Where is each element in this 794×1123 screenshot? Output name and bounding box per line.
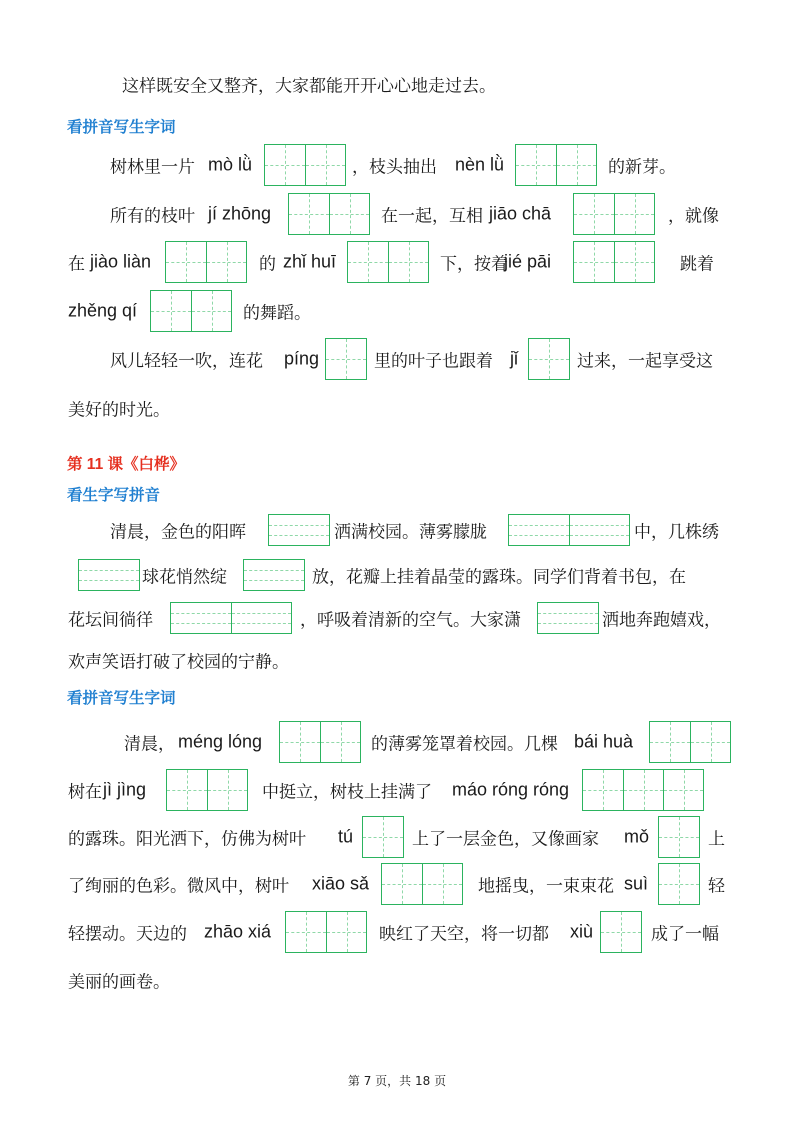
- sentence-text: 下，按着: [440, 254, 508, 275]
- writing-box[interactable]: [582, 769, 704, 811]
- pinyin-box[interactable]: [268, 514, 330, 546]
- pinyin-prompt: píng: [284, 348, 320, 369]
- sentence-text: 洒满校园。薄雾朦胧: [334, 522, 487, 543]
- sentence-text: 球花悄然绽: [142, 567, 227, 588]
- sentence-text: 上: [708, 829, 725, 850]
- sentence-text: 了绚丽的色彩。微风中，树叶: [68, 876, 289, 897]
- pinyin-prompt: méng lóng: [178, 731, 263, 752]
- sentence-text: 风儿轻轻一吹，连花: [110, 351, 263, 372]
- text-line: [0, 768, 794, 812]
- pinyin-prompt: tú: [338, 826, 354, 847]
- page-number: 第 7 页，共 18 页: [347, 1074, 447, 1088]
- sentence-text: ，呼吸着清新的空气。大家潇: [300, 610, 521, 631]
- sentence-text: ，枝头抽出: [352, 157, 437, 178]
- writing-box[interactable]: [362, 816, 404, 858]
- sentence-text: 的舞蹈。: [243, 303, 311, 324]
- pinyin-prompt: mò lǜ: [208, 154, 253, 175]
- pinyin-prompt: xiù: [570, 921, 594, 942]
- writing-box[interactable]: [288, 193, 370, 235]
- pinyin-box[interactable]: [508, 514, 630, 546]
- writing-box[interactable]: [381, 863, 463, 905]
- text-line: [0, 862, 794, 906]
- text-line: [0, 553, 794, 597]
- sentence-text: 轻摆动。天边的: [68, 924, 187, 945]
- pinyin-prompt: jí zhōng: [208, 203, 272, 224]
- sentence-text: 所有的枝叶: [110, 206, 195, 227]
- writing-box[interactable]: [165, 241, 247, 283]
- pinyin-prompt: jiào liàn: [90, 251, 152, 272]
- section-heading: 看拼音写生字词: [67, 119, 176, 136]
- text-line: [0, 143, 794, 187]
- sentence-text: 成了一幅: [651, 924, 719, 945]
- section-heading: 看拼音写生字词: [67, 690, 176, 707]
- sentence-text: 中，几株绣: [634, 522, 719, 543]
- writing-box[interactable]: [658, 816, 700, 858]
- sentence-text: 清晨，金色的阳晖: [110, 522, 246, 543]
- text-line: [0, 289, 794, 333]
- pinyin-prompt: jì jìng: [103, 779, 147, 800]
- sentence-text: 上了一层金色，又像画家: [412, 829, 599, 850]
- sentence-text: 的薄雾笼罩着校园。几棵: [371, 734, 558, 755]
- pinyin-prompt: jiāo chā: [489, 203, 552, 224]
- writing-box[interactable]: [285, 911, 367, 953]
- sentence-text: 在: [68, 254, 85, 275]
- sentence-text: 树在: [68, 782, 102, 803]
- sentence-text: 映红了天空，将一切都: [379, 924, 549, 945]
- pinyin-box[interactable]: [243, 559, 305, 591]
- pinyin-prompt: zhǐ huī: [283, 251, 337, 272]
- sentence-text: 美丽的画卷。: [68, 972, 170, 993]
- pinyin-prompt: jié pāi: [504, 251, 552, 272]
- sentence-text: 花坛间徜徉: [68, 610, 153, 631]
- pinyin-prompt: zhěng qí: [68, 300, 138, 321]
- pinyin-box[interactable]: [78, 559, 140, 591]
- pinyin-prompt: xiāo sǎ: [312, 873, 370, 894]
- writing-box[interactable]: [150, 290, 232, 332]
- section-heading: 看生字写拼音: [67, 487, 161, 504]
- writing-box[interactable]: [528, 338, 570, 380]
- sentence-text: 跳着: [680, 254, 714, 275]
- writing-box[interactable]: [347, 241, 429, 283]
- sentence-text: 的露珠。阳光洒下，仿佛为树叶: [68, 829, 306, 850]
- sentence-text: 地摇曳，一束束花: [478, 876, 614, 897]
- sentence-text: 在一起，互相: [381, 206, 483, 227]
- text-line: [0, 337, 794, 381]
- text-line: [0, 638, 794, 682]
- pinyin-prompt: suì: [624, 873, 649, 894]
- writing-box[interactable]: [658, 863, 700, 905]
- text-line: [0, 958, 794, 1002]
- text-line: [0, 192, 794, 236]
- text-line: [0, 62, 794, 106]
- pinyin-prompt: nèn lǜ: [455, 154, 505, 175]
- sentence-text: 欢声笑语打破了校园的宁静。: [68, 652, 289, 673]
- writing-box[interactable]: [573, 193, 655, 235]
- sentence-text: 放，花瓣上挂着晶莹的露珠。同学们背着书包，在: [312, 567, 686, 588]
- text-line: [0, 815, 794, 859]
- pinyin-prompt: mǒ: [624, 826, 650, 847]
- text-line: [0, 596, 794, 640]
- pinyin-prompt: bái huà: [574, 731, 634, 752]
- sentence-text: 美好的时光。: [68, 400, 170, 421]
- writing-box[interactable]: [264, 144, 346, 186]
- text-line: [0, 910, 794, 954]
- pinyin-prompt: zhāo xiá: [204, 921, 272, 942]
- sentence-text: 的新芽。: [608, 157, 676, 178]
- sentence-text: 的: [259, 254, 276, 275]
- pinyin-box[interactable]: [537, 602, 599, 634]
- pinyin-prompt: máo róng róng: [452, 779, 570, 800]
- text-line: [0, 508, 794, 552]
- sentence-text: 里的叶子也跟着: [374, 351, 493, 372]
- paragraph-text: 这样既安全又整齐，大家都能开开心心地走过去。: [122, 76, 496, 97]
- sentence-text: 树林里一片: [110, 157, 195, 178]
- sentence-text: 中挺立，树枝上挂满了: [262, 782, 432, 803]
- writing-box[interactable]: [600, 911, 642, 953]
- pinyin-prompt: jǐ: [510, 348, 518, 369]
- sentence-text: 洒地奔跑嬉戏，: [602, 610, 721, 631]
- sentence-text: 轻: [708, 876, 725, 897]
- writing-box[interactable]: [515, 144, 597, 186]
- sentence-text: 清晨，: [124, 734, 175, 755]
- text-line: [0, 386, 794, 430]
- sentence-text: 过来，一起享受这: [577, 351, 713, 372]
- writing-box[interactable]: [649, 721, 731, 763]
- writing-box[interactable]: [573, 241, 655, 283]
- pinyin-box[interactable]: [170, 602, 292, 634]
- text-line: [0, 240, 794, 284]
- text-line: [0, 720, 794, 764]
- writing-box[interactable]: [325, 338, 367, 380]
- writing-box[interactable]: [279, 721, 361, 763]
- sentence-text: ，就像: [668, 206, 719, 227]
- lesson-title: 第 11 课《白桦》: [67, 456, 185, 473]
- writing-box[interactable]: [166, 769, 248, 811]
